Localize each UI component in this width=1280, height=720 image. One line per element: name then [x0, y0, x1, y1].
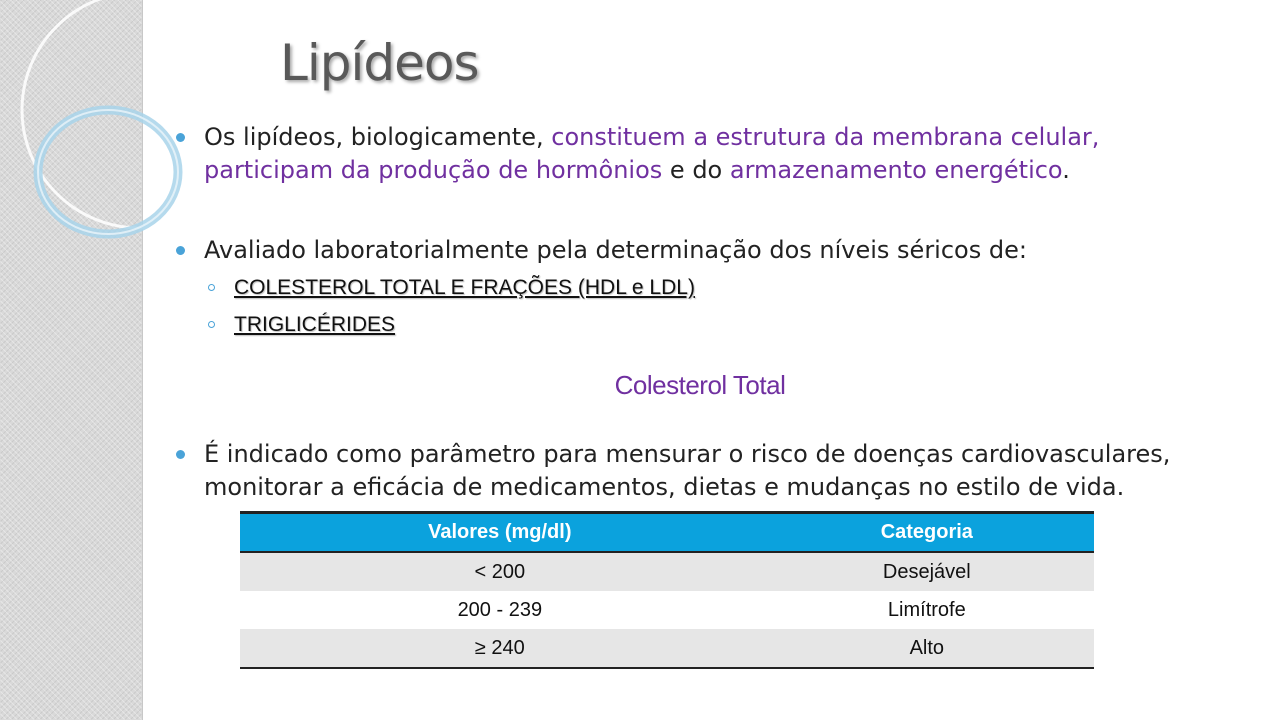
- decorative-rings: [0, 0, 200, 260]
- table-cell-category: Limítrofe: [760, 591, 1094, 629]
- sub-bullet-ring-icon: [208, 284, 215, 291]
- slide-title: Lipídeos: [280, 34, 479, 92]
- table-cell-category: Alto: [760, 629, 1094, 668]
- table-row: [240, 629, 1094, 668]
- table-header-values: Valores (mg/dl): [240, 513, 760, 553]
- bullet-lab-evaluation: [176, 234, 1236, 268]
- text-plain: e do: [662, 156, 730, 184]
- bullet-dot-icon: [176, 450, 185, 459]
- bullet-dot-icon: [176, 246, 185, 255]
- table-header-category: Categoria: [760, 513, 1094, 553]
- bullet-dot-icon: [176, 133, 185, 142]
- bullet-indication: [176, 438, 1236, 508]
- table-cell-category: Desejável: [760, 552, 1094, 591]
- text-plain: .: [1062, 156, 1070, 184]
- table-cell-value: 200 - 239: [240, 591, 760, 629]
- text-highlight: constituem a estrutura da membrana celular, participam da produção de hormônios: [204, 123, 1100, 184]
- sub-bullet-ring-icon: [208, 321, 215, 328]
- section-heading: Colesterol Total: [614, 370, 786, 400]
- table-cell-value: ≥ 240: [240, 629, 760, 668]
- text-highlight: armazenamento energético: [729, 156, 1063, 184]
- table-row: [240, 552, 1094, 591]
- table-row: [240, 591, 1094, 629]
- bullet-text: É indicado como parâmetro para mensurar o risco de doenças cardiovasculares, monitorar a eficácia de medicamentos, dietas e mudanças no estilo de vida.: [204, 440, 1171, 501]
- cholesterol-table: [240, 511, 1094, 669]
- bullet-text: Avaliado laboratorialmente pela determinação dos níveis séricos de:: [204, 236, 1027, 264]
- table-header-row: [240, 513, 1094, 553]
- subitem-text: TRIGLICÉRIDES: [234, 313, 396, 336]
- table-cell-value: < 200: [240, 552, 760, 591]
- bullet-text: [204, 121, 1236, 187]
- text-plain: Os lipídeos, biologicamente,: [204, 123, 552, 151]
- subitem-text: COLESTEROL TOTAL E FRAÇÕES (HDL e LDL): [234, 276, 695, 299]
- bullet-lipids-function: [176, 121, 1236, 191]
